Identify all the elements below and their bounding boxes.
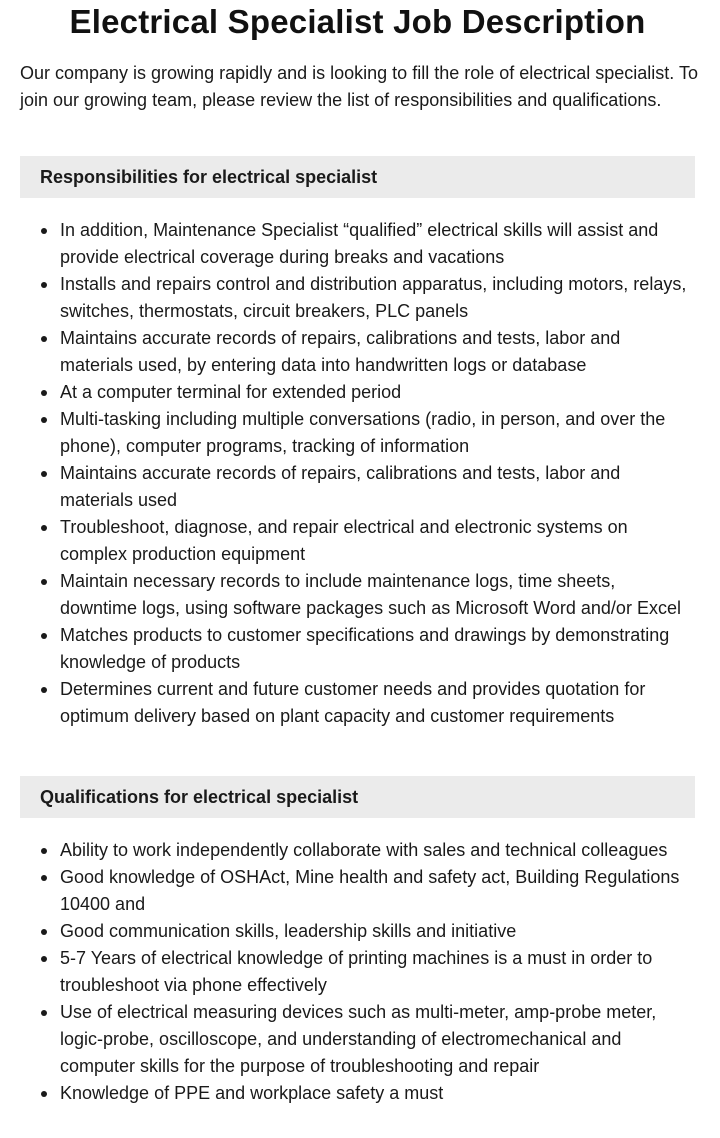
bullet-icon <box>41 417 47 423</box>
list-item-text: At a computer terminal for extended period <box>60 382 402 402</box>
list-item-text: Ability to work independently collaborate with sales and technical colleagues <box>60 840 668 860</box>
list-item-text: Maintains accurate records of repairs, calibrations and tests, labor and materials used <box>60 463 621 510</box>
list-item <box>20 217 695 271</box>
list-item-text: Good knowledge of OSHAct, Mine health and safety act, Building Regulations 10400 and <box>60 867 680 914</box>
intro-paragraph: Our company is growing rapidly and is looking to fill the role of electrical specialist. To join our growing team, please review the list of responsibilities and qualifications. <box>20 63 698 110</box>
list-item-text: Use of electrical measuring devices such as multi-meter, amp-probe meter, logic-probe, oscilloscope, and understanding of electromechanical and computer skills for the purpose of troubleshooting and repair <box>60 1002 657 1076</box>
bullet-icon <box>41 875 47 881</box>
page-title: Electrical Specialist Job Description <box>69 3 646 40</box>
list-item-text: Determines current and future customer needs and provides quotation for optimum delivery based on plant capacity and customer requirements <box>60 679 646 726</box>
bullet-icon <box>41 579 47 585</box>
list-item <box>20 999 695 1080</box>
bullet-icon <box>41 633 47 639</box>
list-item <box>20 918 695 945</box>
list-item <box>20 622 695 676</box>
list-item-text: Maintain necessary records to include maintenance logs, time sheets, downtime logs, using software packages such as Microsoft Word and/or Excel <box>60 571 681 618</box>
list-item <box>20 514 695 568</box>
list-item-text: In addition, Maintenance Specialist “qualified” electrical skills will assist and provide electrical coverage during breaks and vacations <box>60 220 659 267</box>
list-item-text: Multi-tasking including multiple conversations (radio, in person, and over the phone), computer programs, tracking of information <box>60 409 666 456</box>
list-item <box>20 325 695 379</box>
responsibilities-heading: Responsibilities for electrical specialist <box>20 156 695 198</box>
list-item-text: Maintains accurate records of repairs, calibrations and tests, labor and materials used, by entering data into handwritten logs or database <box>60 328 621 375</box>
bullet-icon <box>41 687 47 693</box>
bullet-icon <box>41 956 47 962</box>
bullet-icon <box>41 228 47 234</box>
list-item-text: Matches products to customer specifications and drawings by demonstrating knowledge of products <box>60 625 670 672</box>
bullet-icon <box>41 848 47 854</box>
bullet-icon <box>41 336 47 342</box>
responsibilities-list <box>20 217 695 730</box>
list-item-text: Troubleshoot, diagnose, and repair electrical and electronic systems on complex production equipment <box>60 517 628 564</box>
bullet-icon <box>41 525 47 531</box>
list-item <box>20 460 695 514</box>
bullet-icon <box>41 929 47 935</box>
qualifications-list <box>20 837 695 1107</box>
list-item <box>20 271 695 325</box>
list-item-text: Good communication skills, leadership skills and initiative <box>60 921 517 941</box>
bullet-icon <box>41 1010 47 1016</box>
list-item <box>20 379 695 406</box>
list-item <box>20 676 695 730</box>
list-item <box>20 864 695 918</box>
list-item-text: Installs and repairs control and distribution apparatus, including motors, relays, switches, thermostats, circuit breakers, PLC panels <box>60 274 687 321</box>
qualifications-heading: Qualifications for electrical specialist <box>20 776 695 818</box>
bullet-icon <box>41 1091 47 1097</box>
bullet-icon <box>41 282 47 288</box>
list-item <box>20 568 695 622</box>
list-item <box>20 1080 695 1107</box>
bullet-icon <box>41 471 47 477</box>
bullet-icon <box>41 390 47 396</box>
list-item <box>20 945 695 999</box>
list-item-text: 5-7 Years of electrical knowledge of printing machines is a must in order to troubleshoot via phone effectively <box>60 948 653 995</box>
list-item <box>20 406 695 460</box>
list-item-text: Knowledge of PPE and workplace safety a must <box>60 1083 444 1103</box>
list-item <box>20 837 695 864</box>
